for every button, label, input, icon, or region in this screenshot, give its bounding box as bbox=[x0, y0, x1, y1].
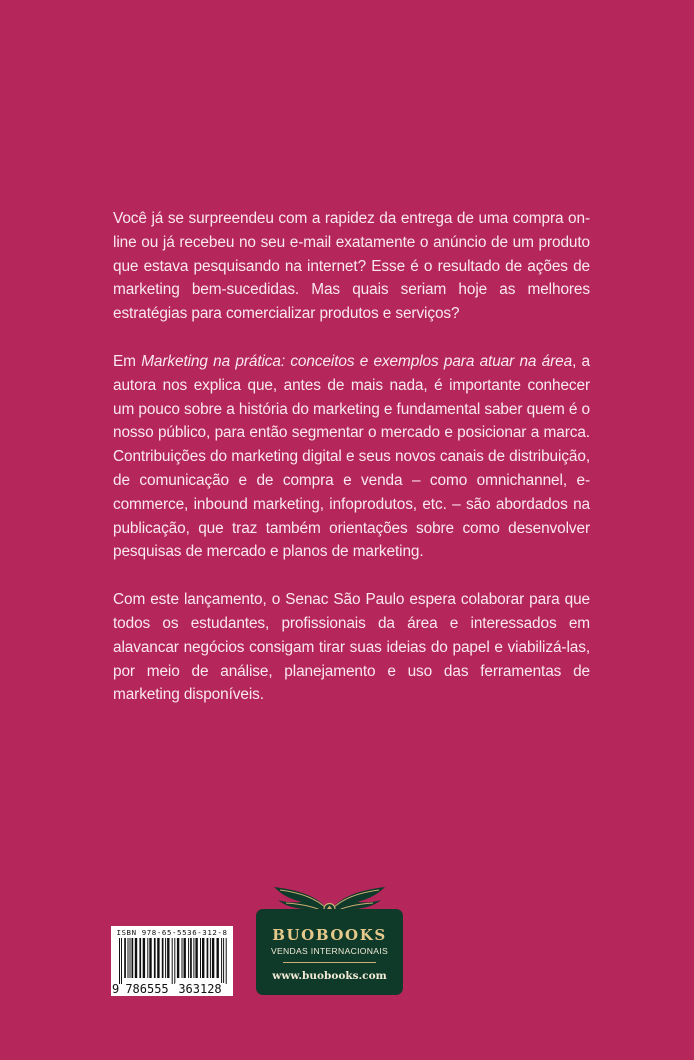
logo-website: www.buobooks.com bbox=[272, 970, 387, 982]
isbn-barcode bbox=[111, 926, 233, 996]
barcode-group-1: 786555 bbox=[123, 983, 171, 995]
paragraph-publisher: Com este lançamento, o Senac São Paulo espera colaborar para que todos os estudantes, profissionais da área e interessados em alavancar negócios consigam tirar suas ideias do papel e viabilizá-las, por meio de análise, planejamento e uso das ferramentas de marketing disponíveis. bbox=[113, 591, 590, 704]
paragraph-intro: Você já se surpreendeu com a rapidez da entrega de uma compra on-line ou já recebeu no seu e-mail exatamente o anúncio de um produto que estava pesquisando na internet? Esse é o resultado de ações de marketing bem-sucedidas. Mas quais seriam hoje as melhores estratégias para comercializar produtos e serviços? bbox=[113, 210, 590, 323]
barcode-bar bbox=[149, 938, 151, 978]
barcode-bar bbox=[184, 938, 186, 978]
barcode-bar bbox=[212, 938, 214, 978]
barcode-bars bbox=[119, 938, 227, 984]
summary-prefix: Em bbox=[113, 352, 142, 370]
barcode-bar bbox=[223, 938, 224, 984]
barcode-bar bbox=[174, 938, 175, 984]
barcode-bar bbox=[167, 938, 169, 978]
paragraph-book-summary bbox=[113, 350, 590, 564]
barcode-bar bbox=[147, 938, 148, 978]
barcode-bar bbox=[210, 938, 211, 978]
barcode-bar bbox=[172, 938, 173, 984]
barcode-bar bbox=[193, 938, 194, 978]
barcode-bar bbox=[182, 938, 183, 978]
barcode-bar bbox=[157, 938, 159, 978]
barcode-bar bbox=[190, 938, 192, 978]
barcode-bar bbox=[195, 938, 197, 978]
barcode-bar bbox=[177, 938, 179, 978]
barcode-bar bbox=[139, 938, 141, 978]
logo-brand: BUOBOOKS bbox=[272, 926, 387, 944]
barcode-bar bbox=[119, 938, 120, 984]
book-title: Marketing na prática: conceitos e exemplos para atuar na área bbox=[141, 352, 573, 370]
barcode-lead-digit: 9 bbox=[112, 982, 120, 996]
logo-divider bbox=[283, 962, 376, 963]
barcode-bar bbox=[226, 938, 227, 984]
barcode-bar bbox=[202, 938, 204, 978]
barcode-bar bbox=[188, 938, 189, 978]
barcode-bar bbox=[162, 938, 164, 978]
barcode-bar bbox=[221, 938, 222, 984]
barcode-bar bbox=[121, 938, 122, 984]
summary-rest: , a autora nos explica que, antes de mais nada, é importante conhecer um pouco sobre a história do marketing e fundamental saber quem é o nosso público, para então segmentar o mercado e posicionar a marca. Contribuições do marketing digital e seus novos canais de distribuição, de comunicação e de compra e venda – como omnichannel, e-commerce, inbound marketing, infoprodutos, etc. – são abordados na publicação, que traz também orientações sobre como desenvolver pesquisas de mercado e planos de marketing. bbox=[113, 352, 591, 561]
barcode-bar bbox=[130, 938, 131, 978]
barcode-bar bbox=[124, 938, 126, 978]
barcode-bar bbox=[217, 938, 219, 978]
back-cover-text bbox=[113, 207, 590, 731]
barcode-bar bbox=[207, 938, 209, 978]
barcode-bar bbox=[165, 938, 166, 978]
barcode-group-2: 363128 bbox=[175, 983, 225, 995]
barcode-bar bbox=[143, 938, 145, 978]
isbn-label: ISBN 978-65-5536-312-8 bbox=[116, 928, 228, 937]
barcode-bar bbox=[132, 938, 134, 978]
barcode-bar bbox=[200, 938, 201, 978]
logo-tagline: VENDAS INTERNACIONAIS bbox=[270, 946, 389, 956]
barcode-digits bbox=[111, 983, 233, 995]
barcode-bar bbox=[154, 938, 156, 978]
barcode-bar bbox=[135, 938, 137, 978]
barcode-bar bbox=[128, 938, 129, 978]
